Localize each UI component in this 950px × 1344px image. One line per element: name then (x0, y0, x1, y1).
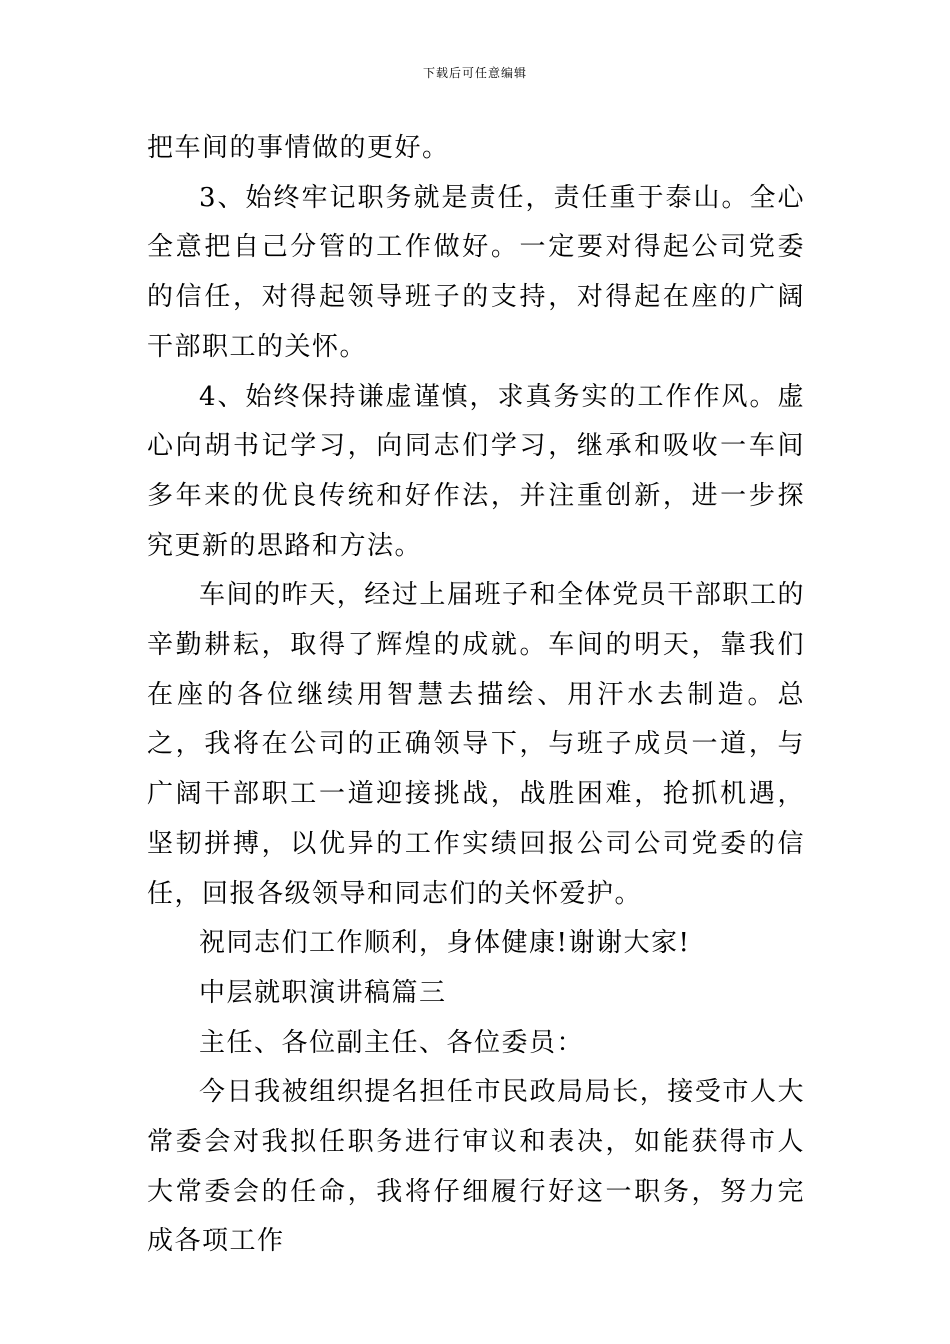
paragraph-item-4: 4、始终保持谦虚谨慎，求真务实的工作作风。虚心向胡书记学习，向同志们学习，继承和吸收一车间多年来的优良传统和好作法，并注重创新，进一步探究更新的思路和方法。 (147, 381, 805, 561)
section-heading: 中层就职演讲稿篇三 (199, 977, 447, 1008)
paragraph-continuation: 把车间的事情做的更好。 (147, 133, 450, 163)
paragraph-conclusion: 车间的昨天，经过上届班子和全体党员干部职工的辛勤耕耘，取得了辉煌的成就。车间的明天，靠我们在座的各位继续用智慧去描绘、用汗水去制造。总之，我将在公司的正确领导下，与班子成员一道，与广阔干部职工一道迎接挑战，战胜困难，抢抓机遇，坚韧拼搏，以优异的工作实绩回报公司公司党委的信任，回报各级领导和同志们的关怀爱护。 (147, 580, 805, 909)
paragraph-item-3: 3、始终牢记职务就是责任，责任重于泰山。全心全意把自己分管的工作做好。一定要对得起公司党委的信任，对得起领导班子的支持，对得起在座的广阔干部职工的关怀。 (147, 182, 805, 362)
paragraph-opening: 今日我被组织提名担任市民政局局长，接受市人大常委会对我拟任职务进行审议和表决，如能获得市人大常委会的任命，我将仔细履行好这一职务，努力完成各项工作 (147, 1077, 805, 1257)
paragraph-closing-wishes: 祝同志们工作顺利，身体健康!谢谢大家! (199, 928, 691, 959)
document-body (147, 124, 805, 1267)
paragraph-salutation: 主任、各位副主任、各位委员： (199, 1027, 585, 1058)
page-header-note: 下载后可任意编辑 (422, 66, 527, 80)
